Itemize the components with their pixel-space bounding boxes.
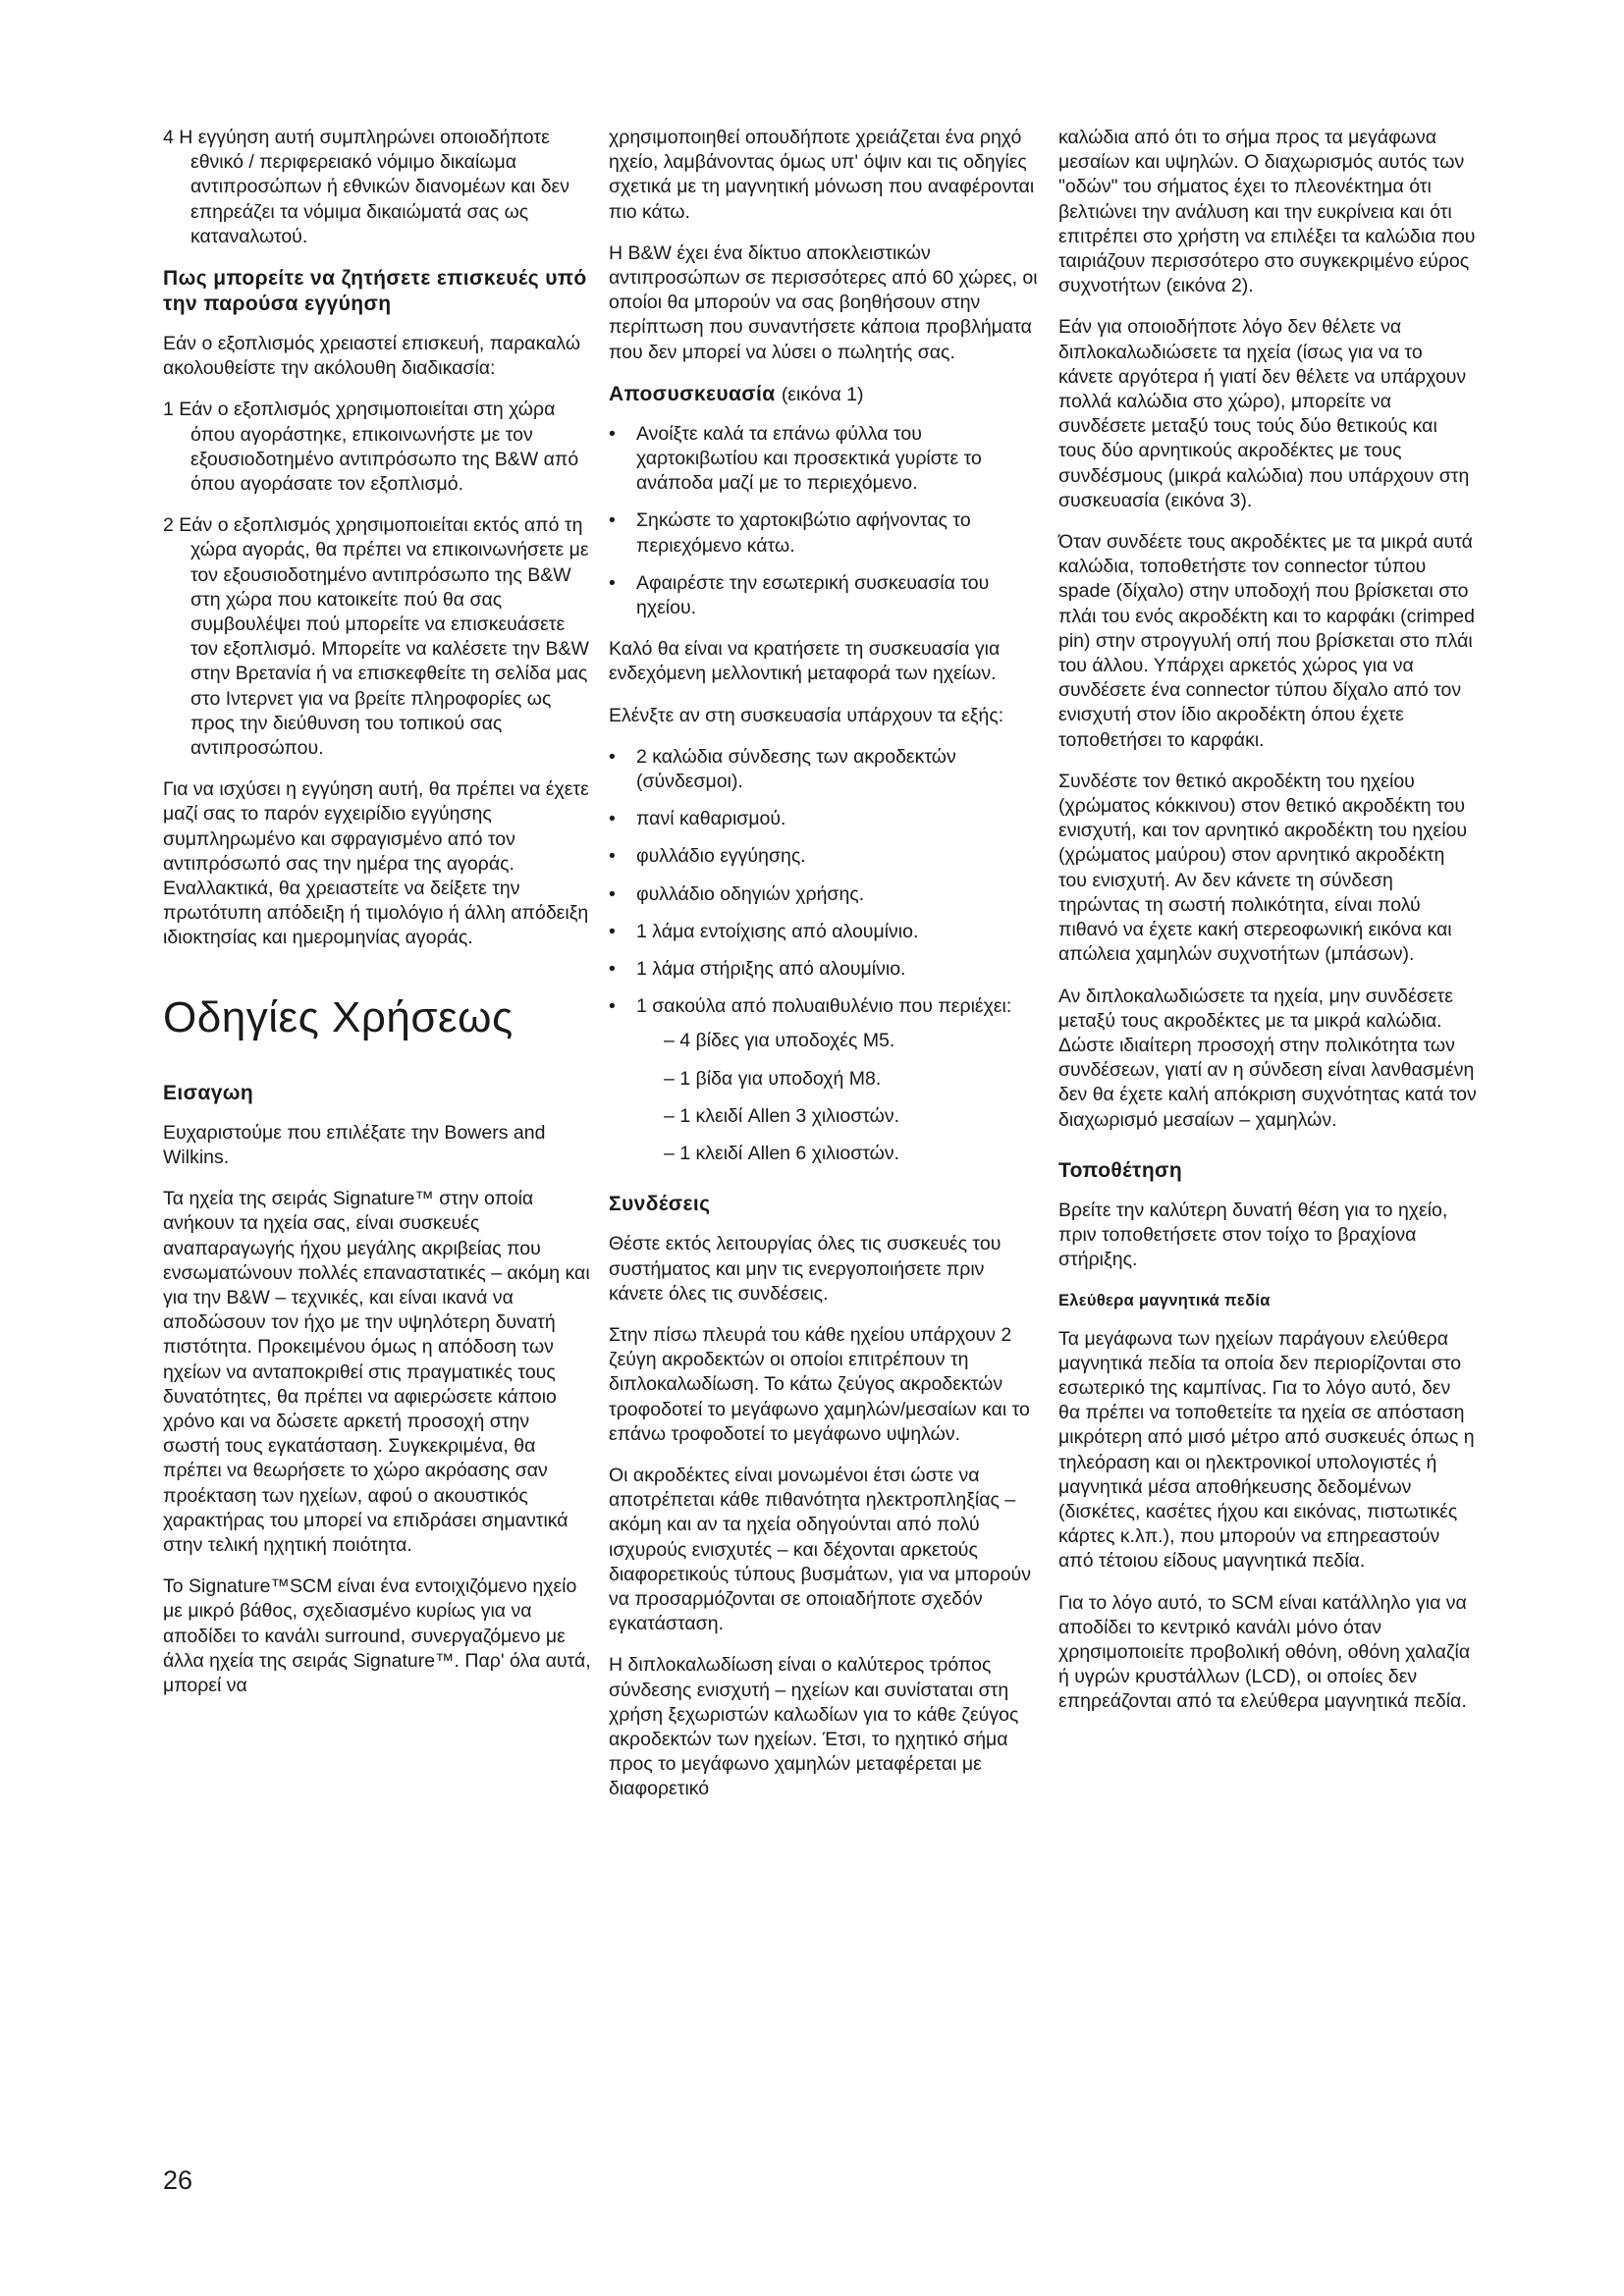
bullet-icon: • [609, 745, 616, 768]
bullet-icon: • [609, 571, 616, 594]
column-2 [609, 126, 1041, 1819]
list-item: – 1 κλειδί Allen 3 χιλιοστών. [664, 1104, 900, 1127]
heading-unpacking-figure-ref: (εικόνα 1) [781, 383, 864, 405]
connections-paragraph-6: Όταν συνδέετε τους ακροδέκτες με τα μικρά αυτά καλώδια, τοποθετήστε τον connector τύπου spade (δίχαλο) στην υποδοχή που βρίσκεται στο πλάι του ενός ακροδέκτη και το καρφάκι (crimped pin) στην στρογγυλή οπή που βρίσκεται στο πλάι του άλλου. Υπάρχει αρκετός χώρος για να συνδέσετε ένα connector τύπου δίχαλο από τον ενισχυτή στον ίδιο ακροδέκτη όπου έχετε τοποθετήσει το καρφάκι. [1058, 531, 1475, 751]
continued-paragraph: καλώδια από ότι το σήμα προς τα μεγάφωνα μεσαίων και υψηλών. Ο διαχωρισμός αυτός των "οδών" του σήματος έχει το πλεονέκτημα ότι βελτιώνει την ανάλυση και την ευκρίνεια και ότι επιτρέπει στο χρήστη να επιλέξει τα καλώδια που ταιριάζουν περισσότερο στο συγκεκριμένο εύρος συχνοτήτων (εικόνα 2). [1058, 127, 1476, 297]
magnetic-paragraph-2: Για το λόγο αυτό, το SCM είναι κατάλληλο για να αποδίδει το κεντρικό κανάλι μόνο όταν χρησιμοποιείτε προβολική οθόνη, οθόνη χαλαζία ή υγρών κρυστάλλων (LCD), οι οποίες δεν επηρεάζονται από τα ελεύθερα μαγνητικά πεδία. [1058, 1591, 1471, 1713]
list-item: • φυλλάδιο εγγύησης. [609, 844, 1041, 869]
column-3 [1058, 126, 1477, 1732]
intro-paragraph-2: Τα ηχεία της σειράς Signature™ στην οποία ανήκουν τα ηχεία σας, είναι συσκευές αναπαραγωγής ήχου μεγάλης ακριβείας που ενσωματώνουν πολλές επαναστατικές – ακόμη και για την B&W – τεχνικές, και είναι ικανά να αποδώσουν τον ήχο με την υψηλότερη δυνατή πιστότητα. Προκειμένου όμως η απόδοση των ηχείων να ανταποκριθεί στις πραγματικές τους δυνατότητες, θα πρέπει να αφιερώσετε κάποιο χρόνο και να δώσετε αρκετή προσοχή στην σωστή τους εγκατάσταση. Συγκεκριμένα, θα πρέπει να θεωρήσετε το χώρο ακρόασης σαν προέκταση των ηχείων, αφού ο ακουστικός χαρακτήρας του μπορεί να επιδράσει σημαντικά στην τελική ηχητική ποιότητα. [163, 1188, 590, 1556]
page-title: Οδηγίες Χρήσεως [163, 992, 514, 1041]
placement-paragraph: Βρείτε την καλύτερη δυνατή θέση για το ηχείο, πριν τοποθετήσετε στον τοίχο το βραχίονα στήριξης. [1058, 1199, 1448, 1271]
list-item: • 1 λάμα εντοίχισης από αλουμίνιο. [609, 920, 1041, 944]
list-item: • 2 καλώδια σύνδεσης των ακροδεκτών (σύνδεσμοι). [609, 745, 956, 793]
bullet-icon: • [609, 845, 616, 868]
bullet-icon: • [609, 509, 616, 532]
heading-unpacking-text: Αποσυσκευασία [609, 382, 776, 405]
keep-packaging-note: Καλό θα είναι να κρατήσετε τη συσκευασία για ενδεχόμενη μελλοντική μεταφορά των ηχείων. [609, 638, 1001, 685]
intro-thanks: Ευχαριστούμε που επιλέξατε την Bowers and Wilkins. [163, 1121, 546, 1168]
page-number: 26 [163, 2165, 193, 2195]
list-item: – 1 κλειδί Allen 6 χιλιοστών. [664, 1143, 900, 1165]
heading-introduction: Εισαγωη [163, 1081, 254, 1104]
list-item: – 4 βίδες για υποδοχές M5. [664, 1030, 895, 1052]
heading-connections: Συνδέσεις [609, 1193, 711, 1216]
heading-placement: Τοποθέτηση [1058, 1158, 1183, 1182]
connections-paragraph-7: Συνδέστε τον θετικό ακροδέκτη του ηχείου (χρώματος κόκκινου) στον θετικό ακροδέκτη του ενισχυτή, και τον αρνητικό ακροδέκτη του ηχείου (χρώματος μαύρου) στον αρνητικό ακροδέκτη του ενισχυτή. Αν δεν κάνετε τη σύνδεση τηρώντας τη σωστή πολικότητα, είναι πολύ πιθανό να έχετε κακή στερεοφωνική εικόνα και απώλεια χαμηλών συχνοτήτων (μπάσων). [1058, 770, 1468, 966]
connections-paragraph-8: Αν διπλοκαλωδιώσετε τα ηχεία, μην συνδέσετε μεταξύ τους ακροδέκτες με τα μικρά καλώδια. Δώστε ιδιαίτερη προσοχή στην πολικότητα των συνδέσεων, γιατί αν η σύνδεση είναι λανθασμένη δεν θα έχετε καλή απόκριση συχνότητας κατά τον διαχωρισμό μεσαίων – χαμηλών. [1058, 985, 1477, 1131]
list-item: – 1 βίδα για υποδοχή M8. [664, 1067, 882, 1090]
connections-paragraph-1: Θέστε εκτός λειτουργίας όλες τις συσκευές του συστήματος και μην τις ενεργοποιήσετε πριν κάνετε όλες τις συνδέσεις. [609, 1233, 1001, 1305]
unpacking-steps [609, 422, 1041, 620]
subheading-magnetic-fields: Ελεύθερα μαγνητικά πεδία [1058, 1292, 1271, 1310]
bag-contents [636, 1029, 1041, 1166]
column-1 [163, 126, 591, 1715]
bullet-icon: • [609, 808, 616, 830]
bullet-icon: • [609, 422, 616, 445]
connections-paragraph-5: Εάν για οποιοδήποτε λόγο δεν θέλετε να διπλοκαλωδιώσετε τα ηχεία (ίσως για να το κάνετε αργότερα ή γιατί δεν θέλετε να υπάρχουν πολλά καλώδια στο χώρο), μπορείτε να συνδέσετε μεταξύ τους τούς δύο θετικούς και τους δύο αρνητικούς ακροδέκτες με τους συνδέσμους (μικρά καλώδια) που υπάρχουν στη συσκευασία (εικόνα 3). [1058, 316, 1470, 511]
package-contents [609, 745, 1041, 1166]
continued-paragraph: χρησιμοποιηθεί οπουδήποτε χρειάζεται ένα ρηχό ηχείο, λαμβάνοντας όμως υπ' όψιν και τις οδηγίες σχετικά με τη μαγνητική μόνωση που αναφέρονται πιο κάτω. [609, 127, 1035, 223]
check-contents-intro: Ελένξτε αν στη συσκευασία υπάρχουν τα εξής: [609, 704, 1004, 726]
service-step-2: 2 Εάν ο εξοπλισμός χρησιμοποιείται εκτός από τη χώρα αγοράς, θα πρέπει να επικοινωνήσετε με τον εξουσιοδοτημένο αντιπρόσωπο της B&W στη χώρα που κατοικείτε πού θα σας συμβουλέψει πού μπορείτε να επισκευάσετε τον εξοπλισμό. Μπορείτε να καλέσετε την B&W στην Βρετανία ή να επισκεφθείτε τη σελίδα μας στο Ιντερνετ για να βρείτε πληροφορίες ως προς την διεύθυνση του τοπικού σας αντιπροσώπου. [163, 514, 589, 760]
intro-paragraph-3: Το Signature™SCM είναι ένα εντοιχιζόμενο ηχείο με μικρό βάθος, σχεδιασμένο κυρίως για να αποδίδει το κανάλι surround, συνεργαζόμενο με άλλα ηχεία της σειράς Signature™. Παρ' όλα αυτά, μπορεί να [163, 1575, 591, 1696]
connections-paragraph-2: Στην πίσω πλευρά του κάθε ηχείου υπάρχουν 2 ζεύγη ακροδεκτών οι οποίοι επιτρέπουν τη διπλοκαλωδίωση. Το κάτω ζεύγος ακροδεκτών τροφοδοτεί το μεγάφωνο χαμηλών/μεσαίων και το επάνω τροφοδοτεί το μεγάφωνο υψηλών. [609, 1323, 1030, 1445]
list-item: • 1 λάμα στήριξης από αλουμίνιο. [609, 957, 1041, 982]
heading-unpacking [609, 382, 1041, 407]
connections-paragraph-4: Η διπλοκαλωδίωση είναι ο καλύτερος τρόπος σύνδεσης ενισχυτή – ηχείων και συνίσταται στη χρήση ξεχωριστών καλωδίων για το κάθε ζεύγος ακροδεκτών των ηχείων. Έτσι, το ηχητικό σήμα προς το μεγάφωνο χαμηλών μεταφέρεται με διαφορετικό [609, 1654, 1019, 1800]
list-item: • πανί καθαρισμού. [609, 807, 1041, 831]
list-item: • Σηκώστε το χαρτοκιβώτιο αφήνοντας το περιεχόμενο κάτω. [609, 509, 971, 557]
list-item: • φυλλάδιο οδηγιών χρήσης. [609, 882, 1041, 907]
bullet-icon: • [609, 920, 616, 942]
bullet-icon: • [609, 995, 616, 1018]
list-item: • 1 σακούλα από πολυαιθυλένιο που περιέχει: – 4 βίδες για υποδοχές M5. – 1 βίδα για υποδοχή M8. – 1 κλειδί Allen 3 χιλιοστών. – 1 κλειδί Allen 6 χιλιοστών. [609, 994, 1041, 1166]
dealer-network-paragraph: Η B&W έχει ένα δίκτυο αποκλειστικών αντιπροσώπων σε περισσότερες από 60 χώρες, οι οποίοι θα μπορούν να σας βοηθήσουν στην περίπτωση που συναντήσετε κάποια προβλήματα που δεν μπορεί να λύσει ο πωλητής σας. [609, 241, 1038, 363]
connections-paragraph-3: Οι ακροδέκτες είναι μονωμένοι έτσι ώστε να αποτρέπεται κάθε πιθανότητα ηλεκτροπληξίας – ακόμη και αν τα ηχεία οδηγούνται από πολύ ισχυρούς ενισχυτές – και δέχονται αρκετούς διαφορετικούς τύπους βυσμάτων, για να μπορούν να προσαρμόζονται σε οποιαδήποτε σχεδόν εγκατάσταση. [609, 1464, 1031, 1635]
service-intro: Εάν ο εξοπλισμός χρειαστεί επισκευή, παρακαλώ ακολουθείστε την ακόλουθη διαδικασία: [163, 333, 581, 380]
warranty-item-4: 4 Η εγγύηση αυτή συμπληρώνει οποιοδήποτε εθνικό / περιφερειακό νόμιμο δικαίωμα αντιπροσώπων ή εθνικών διανομέων και δεν επηρεάζει τα νόμιμα δικαιώματά σας ως καταναλωτού. [163, 127, 570, 247]
bullet-icon: • [609, 882, 616, 905]
service-step-1: 1 Εάν ο εξοπλισμός χρησιμοποιείται στη χώρα όπου αγοράστηκε, επικοινωνήστε με τον εξουσιοδοτημένο αντιπρόσωπο της B&W από όπου αγοράσατε τον εξοπλισμό. [163, 399, 579, 496]
bullet-icon: • [609, 958, 616, 981]
magnetic-paragraph-1: Τα μεγάφωνα των ηχείων παράγουν ελεύθερα μαγνητικά πεδία τα οποία δεν περιορίζονται στο εσωτερικό της καμπίνας. Για το λόγο αυτό, δεν θα πρέπει να τοποθετείτε τα ηχεία σε απόσταση μικρότερη από μισό μέτρο από συσκευές όπως η τηλεόραση και οι ηλεκτρονικοί υπολογιστές ή μαγνητικά μέσα αποθήκευσης δεδομένων (δισκέτες, κασέτες ήχου και εικόνας, πιστωτικές κάρτες κ.λπ.), που μπορούν να επηρεαστούν από τέτοιου είδους μαγνητικά πεδία. [1058, 1327, 1475, 1573]
list-item: • Ανοίξτε καλά τα επάνω φύλλα του χαρτοκιβωτίου και προσεκτικά γυρίστε το ανάποδα μαζί με το περιεχόμενο. [609, 422, 982, 495]
heading-warranty-service: Πως μπορείτε να ζητήσετε επισκευές υπό την παρούσα εγγύηση [163, 267, 587, 316]
list-item: • Αφαιρέστε την εσωτερική συσκευασία του ηχείου. [609, 571, 990, 619]
warranty-validity: Για να ισχύσει η εγγύηση αυτή, θα πρέπει να έχετε μαζί σας το παρόν εγχειρίδιο εγγύησης συμπληρωμένο και σφραγισμένο από τον αντιπρόσωπό σας την ημέρα της αγοράς. Εναλλακτικά, θα χρειαστείτε να δείξετε την πρωτότυπη απόδειξη ή τιμολόγιο ή άλλη απόδειξη ιδιοκτησίας και ημερομηνίας αγοράς. [163, 778, 589, 949]
